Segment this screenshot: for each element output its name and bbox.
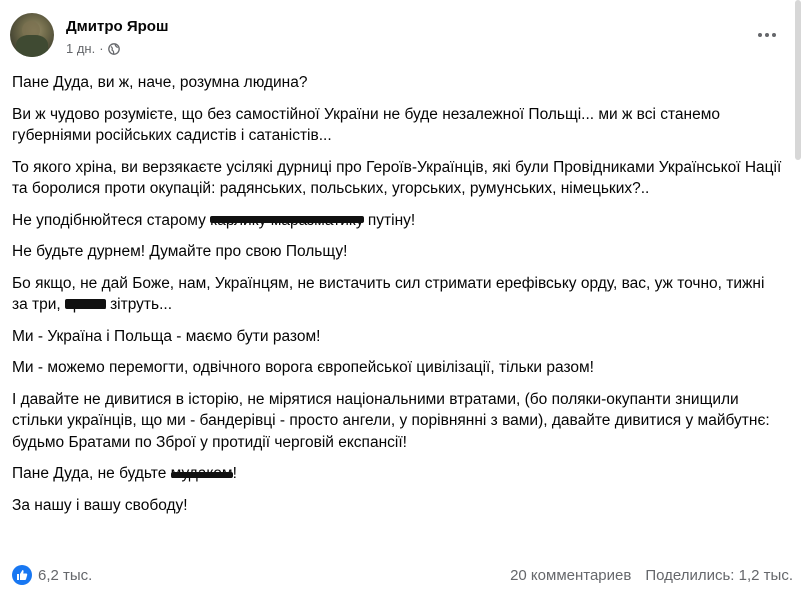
paragraph: Ви ж чудово розумієте, що без самостійної України не буде незалежної Польщі... ми ж всі станемо губерніями російських садистів і сатаністів...	[12, 105, 720, 144]
post-header	[10, 13, 781, 61]
post-footer	[12, 563, 793, 587]
post-meta: 1 дн. ·	[66, 41, 120, 56]
paragraph: Ми - можемо перемогти, одвічного ворога європейської цивілізації, тільки разом!	[12, 359, 594, 376]
globe-icon	[108, 43, 120, 55]
scrollbar[interactable]	[795, 0, 801, 160]
paragraph: Не будьте дурнем! Думайте про свою Польщу!	[12, 243, 348, 260]
avatar[interactable]	[10, 13, 54, 57]
paragraph: За нашу і вашу свободу!	[12, 496, 188, 514]
paragraph: І давайте не дивитися в історію, не мірятися національними втратами, (бо поляки-окупанти знищили стільки українців, що ми - бандерівці - просто ангели, у порівнянні з вами), давайте дивитися у майбутнє: будьмо Братами по Зброї у протидії черговій експансії!	[12, 390, 770, 451]
paragraph: Ми - Україна і Польща - маємо бути разом!	[12, 327, 321, 345]
paragraph: Пане Дуда, не будьте !	[12, 463, 782, 485]
redacted-text	[171, 463, 233, 485]
reactions-count[interactable]: 6,2 тыс.	[38, 566, 93, 584]
comments-count[interactable]: 20 комментариев	[510, 566, 632, 584]
like-icon[interactable]	[12, 565, 32, 585]
more-options-button[interactable]	[753, 23, 781, 47]
paragraph: То якого хріна, ви верзякаєте усілякі дурниці про Героїв-Українців, які були Провідниками Української Нації та боролися проти окупацій: радянських, польських, угорських, румунських, німецьких?..	[12, 158, 782, 197]
paragraph: Пане Дуда, ви ж, наче, розумна людина?	[12, 74, 308, 91]
redacted-text	[210, 210, 363, 232]
paragraph: Не уподібнюйтеся старому путіну!	[12, 210, 782, 232]
more-options-icon	[758, 33, 762, 37]
post-time[interactable]: 1 дн.	[66, 41, 96, 56]
post-body	[12, 72, 782, 526]
shares-count[interactable]: Поделились: 1,2 тыс.	[645, 566, 793, 584]
author-name[interactable]: Дмитро Ярош	[66, 18, 169, 35]
paragraph: Бо якщо, не дай Боже, нам, Українцям, не вистачить сил стримати ерефівську орду, вас, уж точно, тижні за три, зітруть...	[12, 273, 782, 316]
redacted-text	[65, 294, 106, 316]
